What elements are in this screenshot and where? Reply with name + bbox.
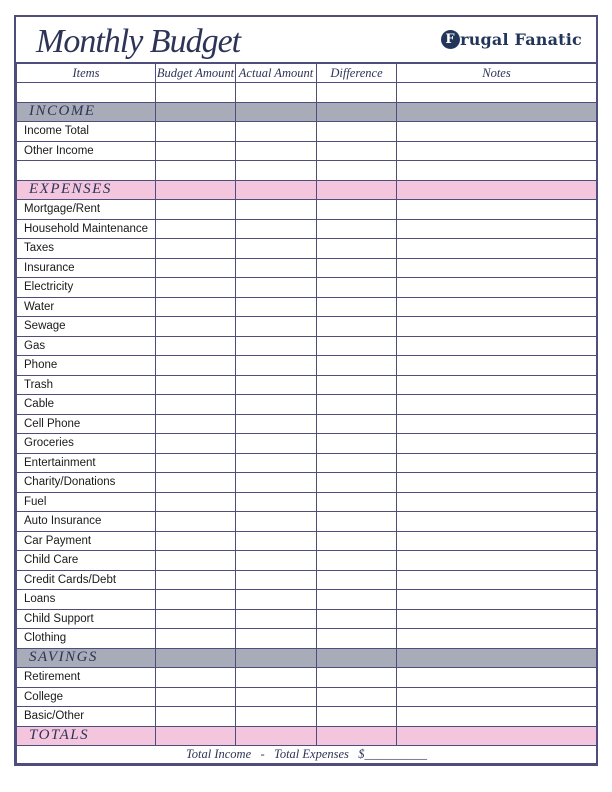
budget-amount-cell: [156, 453, 236, 473]
notes-cell: [397, 297, 597, 317]
table-row: [17, 453, 597, 473]
difference-cell: [317, 317, 397, 337]
notes-cell: [397, 434, 597, 454]
table-row: [17, 141, 597, 161]
table-row: [17, 278, 597, 298]
row-label: College: [17, 687, 156, 707]
row-label: Groceries: [17, 434, 156, 454]
difference-cell: [317, 707, 397, 727]
row-label: Insurance: [17, 258, 156, 278]
difference-cell: [317, 336, 397, 356]
notes-cell: [397, 726, 597, 746]
budget-amount-cell: [156, 356, 236, 376]
row-label: Loans: [17, 590, 156, 610]
row-label: Child Support: [17, 609, 156, 629]
budget-amount-cell: [156, 492, 236, 512]
column-header-difference: Difference: [317, 63, 397, 83]
row-label: Auto Insurance: [17, 512, 156, 532]
notes-cell: [397, 492, 597, 512]
summary-formula: Total Income - Total Expenses $__________: [17, 746, 597, 764]
table-row: [17, 258, 597, 278]
notes-cell: [397, 395, 597, 415]
difference-cell: [317, 531, 397, 551]
table-row: [17, 356, 597, 376]
row-label: Phone: [17, 356, 156, 376]
budget-table: [16, 62, 597, 764]
budget-amount-cell: [156, 102, 236, 122]
actual-amount-cell: [236, 161, 317, 181]
actual-amount-cell: [236, 258, 317, 278]
budget-amount-cell: [156, 278, 236, 298]
budget-amount-cell: [156, 375, 236, 395]
table-row: [17, 297, 597, 317]
column-header-items: Items: [17, 63, 156, 83]
row-label: Taxes: [17, 239, 156, 259]
row-label: Cell Phone: [17, 414, 156, 434]
budget-amount-cell: [156, 141, 236, 161]
table-row: [17, 629, 597, 649]
actual-amount-cell: [236, 434, 317, 454]
budget-amount-cell: [156, 161, 236, 181]
brand-name: rugal Fanatic: [460, 30, 582, 49]
section-label: SAVINGS: [17, 648, 156, 668]
table-row: [17, 239, 597, 259]
notes-cell: [397, 317, 597, 337]
table-row: [17, 609, 597, 629]
actual-amount-cell: [236, 141, 317, 161]
actual-amount-cell: [236, 570, 317, 590]
actual-amount-cell: [236, 668, 317, 688]
notes-cell: [397, 161, 597, 181]
actual-amount-cell: [236, 590, 317, 610]
difference-cell: [317, 570, 397, 590]
row-label: Entertainment: [17, 453, 156, 473]
actual-amount-cell: [236, 395, 317, 415]
actual-amount-cell: [236, 707, 317, 727]
row-label: Gas: [17, 336, 156, 356]
difference-cell: [317, 375, 397, 395]
budget-amount-cell: [156, 609, 236, 629]
actual-amount-cell: [236, 102, 317, 122]
row-label: Cable: [17, 395, 156, 415]
difference-cell: [317, 180, 397, 200]
actual-amount-cell: [236, 453, 317, 473]
notes-cell: [397, 531, 597, 551]
brand-logo: [441, 30, 582, 49]
brand-initial-icon: F: [441, 30, 460, 49]
notes-cell: [397, 590, 597, 610]
difference-cell: [317, 590, 397, 610]
actual-amount-cell: [236, 473, 317, 493]
budget-sheet: [14, 15, 598, 766]
page-title: Monthly Budget: [36, 22, 241, 60]
table-row: [17, 570, 597, 590]
budget-amount-cell: [156, 648, 236, 668]
notes-cell: [397, 336, 597, 356]
notes-cell: [397, 239, 597, 259]
difference-cell: [317, 492, 397, 512]
difference-cell: [317, 122, 397, 142]
budget-amount-cell: [156, 122, 236, 142]
difference-cell: [317, 395, 397, 415]
actual-amount-cell: [236, 278, 317, 298]
row-label: Trash: [17, 375, 156, 395]
row-label: Credit Cards/Debt: [17, 570, 156, 590]
table-row: [17, 473, 597, 493]
difference-cell: [317, 668, 397, 688]
notes-cell: [397, 687, 597, 707]
table-row: [17, 395, 597, 415]
notes-cell: [397, 570, 597, 590]
row-label: Other Income: [17, 141, 156, 161]
table-row: [17, 707, 597, 727]
notes-cell: [397, 375, 597, 395]
notes-cell: [397, 122, 597, 142]
notes-cell: [397, 629, 597, 649]
difference-cell: [317, 648, 397, 668]
difference-cell: [317, 609, 397, 629]
actual-amount-cell: [236, 239, 317, 259]
section-row-totals: [17, 726, 597, 746]
budget-amount-cell: [156, 434, 236, 454]
section-label: TOTALS: [17, 726, 156, 746]
section-label: INCOME: [17, 102, 156, 122]
column-header-row: [17, 63, 597, 83]
actual-amount-cell: [236, 219, 317, 239]
difference-cell: [317, 434, 397, 454]
budget-amount-cell: [156, 219, 236, 239]
budget-amount-cell: [156, 512, 236, 532]
notes-cell: [397, 648, 597, 668]
difference-cell: [317, 102, 397, 122]
actual-amount-cell: [236, 297, 317, 317]
actual-amount-cell: [236, 414, 317, 434]
table-row: [17, 219, 597, 239]
difference-cell: [317, 278, 397, 298]
summary-row: [17, 746, 597, 764]
row-label: Car Payment: [17, 531, 156, 551]
table-row: [17, 434, 597, 454]
actual-amount-cell: [236, 531, 317, 551]
budget-amount-cell: [156, 590, 236, 610]
difference-cell: [317, 512, 397, 532]
difference-cell: [317, 297, 397, 317]
notes-cell: [397, 219, 597, 239]
row-label: Electricity: [17, 278, 156, 298]
table-row: [17, 512, 597, 532]
notes-cell: [397, 356, 597, 376]
difference-cell: [317, 726, 397, 746]
actual-amount-cell: [236, 609, 317, 629]
difference-cell: [317, 239, 397, 259]
actual-amount-cell: [236, 512, 317, 532]
table-row: [17, 687, 597, 707]
table-row: [17, 492, 597, 512]
row-label: Basic/Other: [17, 707, 156, 727]
row-label: Charity/Donations: [17, 473, 156, 493]
budget-amount-cell: [156, 629, 236, 649]
notes-cell: [397, 551, 597, 571]
notes-cell: [397, 473, 597, 493]
budget-amount-cell: [156, 570, 236, 590]
notes-cell: [397, 453, 597, 473]
table-row: [17, 590, 597, 610]
budget-amount-cell: [156, 239, 236, 259]
table-row: [17, 336, 597, 356]
difference-cell: [317, 551, 397, 571]
row-label: Household Maintenance: [17, 219, 156, 239]
row-label: Child Care: [17, 551, 156, 571]
budget-amount-cell: [156, 258, 236, 278]
actual-amount-cell: [236, 375, 317, 395]
actual-amount-cell: [236, 551, 317, 571]
actual-amount-cell: [236, 356, 317, 376]
row-label: Clothing: [17, 629, 156, 649]
title-bar: [16, 17, 596, 62]
budget-amount-cell: [156, 336, 236, 356]
section-row-income: [17, 102, 597, 122]
difference-cell: [317, 200, 397, 220]
difference-cell: [317, 473, 397, 493]
section-row-expenses: [17, 180, 597, 200]
table-row: [17, 414, 597, 434]
actual-amount-cell: [236, 648, 317, 668]
budget-amount-cell: [156, 687, 236, 707]
notes-cell: [397, 200, 597, 220]
difference-cell: [317, 356, 397, 376]
row-label: [17, 161, 156, 181]
budget-amount-cell: [156, 531, 236, 551]
budget-amount-cell: [156, 707, 236, 727]
notes-cell: [397, 707, 597, 727]
section-row-savings: [17, 648, 597, 668]
column-header-actual-amount: Actual Amount: [236, 63, 317, 83]
actual-amount-cell: [236, 180, 317, 200]
notes-cell: [397, 609, 597, 629]
actual-amount-cell: [236, 687, 317, 707]
budget-amount-cell: [156, 668, 236, 688]
budget-amount-cell: [156, 317, 236, 337]
notes-cell: [397, 180, 597, 200]
blank-row: [17, 83, 597, 103]
actual-amount-cell: [236, 492, 317, 512]
notes-cell: [397, 668, 597, 688]
budget-amount-cell: [156, 414, 236, 434]
actual-amount-cell: [236, 317, 317, 337]
row-label: [17, 83, 156, 103]
actual-amount-cell: [236, 726, 317, 746]
budget-amount-cell: [156, 297, 236, 317]
notes-cell: [397, 258, 597, 278]
difference-cell: [317, 161, 397, 181]
row-label: Income Total: [17, 122, 156, 142]
notes-cell: [397, 141, 597, 161]
notes-cell: [397, 512, 597, 532]
table-row: [17, 200, 597, 220]
blank-row: [17, 161, 597, 181]
table-row: [17, 317, 597, 337]
difference-cell: [317, 687, 397, 707]
budget-amount-cell: [156, 180, 236, 200]
difference-cell: [317, 629, 397, 649]
difference-cell: [317, 414, 397, 434]
table-row: [17, 531, 597, 551]
table-row: [17, 668, 597, 688]
actual-amount-cell: [236, 122, 317, 142]
row-label: Mortgage/Rent: [17, 200, 156, 220]
column-header-notes: Notes: [397, 63, 597, 83]
budget-amount-cell: [156, 395, 236, 415]
actual-amount-cell: [236, 83, 317, 103]
table-row: [17, 122, 597, 142]
difference-cell: [317, 219, 397, 239]
budget-amount-cell: [156, 551, 236, 571]
actual-amount-cell: [236, 629, 317, 649]
table-row: [17, 375, 597, 395]
difference-cell: [317, 258, 397, 278]
actual-amount-cell: [236, 336, 317, 356]
section-label: EXPENSES: [17, 180, 156, 200]
notes-cell: [397, 83, 597, 103]
difference-cell: [317, 83, 397, 103]
row-label: Water: [17, 297, 156, 317]
notes-cell: [397, 278, 597, 298]
row-label: Sewage: [17, 317, 156, 337]
row-label: Fuel: [17, 492, 156, 512]
row-label: Retirement: [17, 668, 156, 688]
difference-cell: [317, 141, 397, 161]
budget-amount-cell: [156, 83, 236, 103]
budget-amount-cell: [156, 200, 236, 220]
notes-cell: [397, 102, 597, 122]
notes-cell: [397, 414, 597, 434]
budget-amount-cell: [156, 473, 236, 493]
column-header-budget-amount: Budget Amount: [156, 63, 236, 83]
table-row: [17, 551, 597, 571]
actual-amount-cell: [236, 200, 317, 220]
difference-cell: [317, 453, 397, 473]
budget-amount-cell: [156, 726, 236, 746]
